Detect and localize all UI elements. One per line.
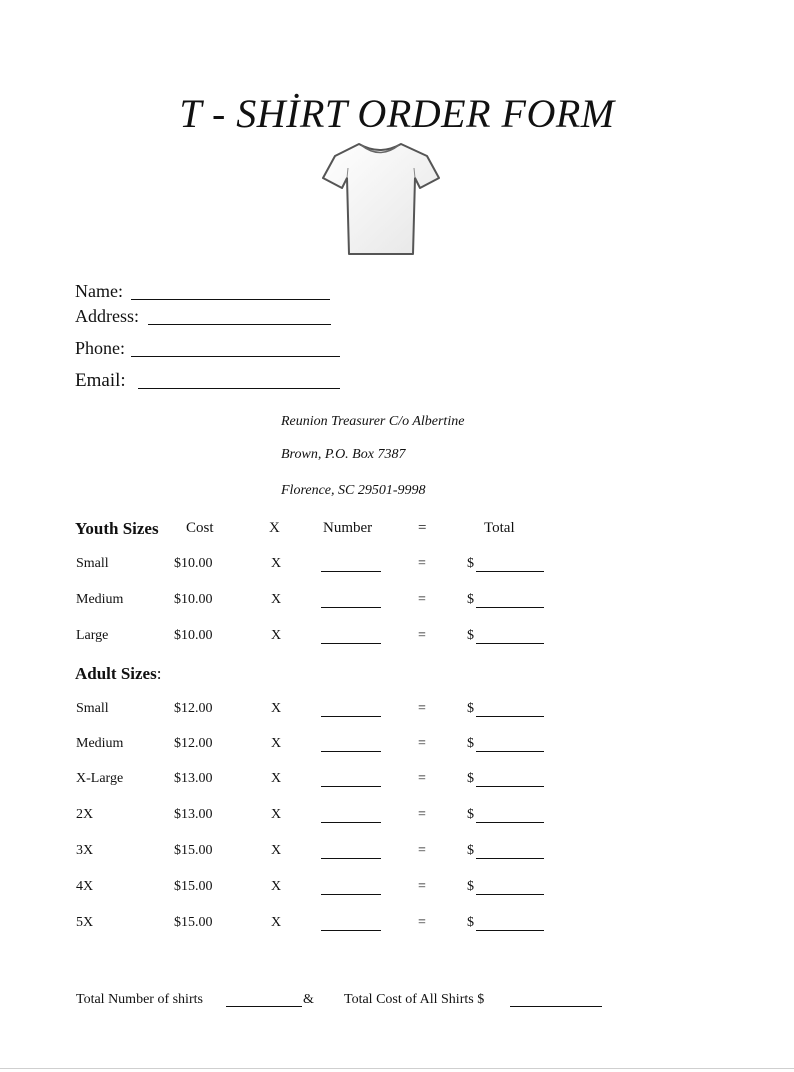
price: $15.00 (174, 879, 213, 894)
equals-header: = (418, 520, 427, 536)
dollar-sign: $ (467, 556, 474, 571)
total-cost-field[interactable] (510, 1006, 602, 1007)
page-title: T - SHİRT ORDER FORM (179, 91, 615, 136)
total-shirts-field[interactable] (226, 1006, 302, 1007)
dollar-sign: $ (467, 915, 474, 930)
times-sign: X (271, 879, 282, 894)
total-field[interactable] (476, 716, 544, 717)
total-field[interactable] (476, 571, 544, 572)
price: $10.00 (174, 556, 213, 571)
times-sign: X (271, 592, 282, 607)
adult-sizes-label: Adult Sizes (75, 664, 157, 683)
price: $15.00 (174, 843, 213, 858)
quantity-field[interactable] (321, 571, 381, 572)
quantity-field[interactable] (321, 643, 381, 644)
quantity-field[interactable] (321, 822, 381, 823)
size-label: Small (76, 701, 109, 716)
total-field[interactable] (476, 894, 544, 895)
quantity-field[interactable] (321, 930, 381, 931)
tshirt-icon (315, 138, 445, 265)
size-label: Small (76, 556, 109, 571)
total-field[interactable] (476, 786, 544, 787)
email-field[interactable] (138, 388, 340, 389)
total-header: Total (484, 520, 515, 536)
size-label: X-Large (76, 771, 124, 786)
dollar-sign: $ (467, 592, 474, 607)
total-shirts-label: Total Number of shirts (76, 992, 203, 1007)
price: $13.00 (174, 771, 213, 786)
price: $12.00 (174, 701, 213, 716)
price: $10.00 (174, 628, 213, 643)
equals-sign: = (418, 879, 426, 894)
size-label: 3X (76, 843, 94, 858)
times-sign: X (271, 843, 282, 858)
quantity-field[interactable] (321, 858, 381, 859)
times-sign: X (271, 807, 282, 822)
equals-sign: = (418, 736, 426, 751)
size-label: Medium (76, 736, 124, 751)
quantity-field[interactable] (321, 607, 381, 608)
equals-sign: = (418, 592, 426, 607)
total-field[interactable] (476, 822, 544, 823)
equals-sign: = (418, 701, 426, 716)
total-field[interactable] (476, 751, 544, 752)
quantity-field[interactable] (321, 751, 381, 752)
size-label: Medium (76, 592, 124, 607)
dollar-sign: $ (467, 628, 474, 643)
price: $12.00 (174, 736, 213, 751)
total-cost-label: Total Cost of All Shirts $ (344, 992, 485, 1007)
times-sign: X (271, 771, 282, 786)
size-label: 4X (76, 879, 94, 894)
adult-sizes-heading (75, 664, 161, 684)
dollar-sign: $ (467, 807, 474, 822)
times-sign: X (271, 556, 282, 571)
equals-sign: = (418, 771, 426, 786)
dollar-sign: $ (467, 736, 474, 751)
address-line-2: Brown, P.O. Box 7387 (281, 447, 406, 462)
quantity-field[interactable] (321, 786, 381, 787)
equals-sign: = (418, 556, 426, 571)
ampersand: & (303, 992, 314, 1007)
name-label: Name: (75, 281, 123, 301)
address-line-1: Reunion Treasurer C/o Albertine (281, 414, 465, 429)
times-sign: X (271, 915, 282, 930)
equals-sign: = (418, 843, 426, 858)
name-field[interactable] (131, 299, 330, 300)
quantity-field[interactable] (321, 894, 381, 895)
times-sign: X (271, 701, 282, 716)
quantity-field[interactable] (321, 716, 381, 717)
number-header: Number (323, 520, 373, 536)
adult-sizes-colon: : (156, 664, 162, 683)
size-label: 2X (76, 807, 94, 822)
equals-sign: = (418, 915, 426, 930)
equals-sign: = (418, 628, 426, 643)
dollar-sign: $ (467, 701, 474, 716)
address-label: Address: (75, 306, 139, 326)
size-label: 5X (76, 915, 94, 930)
cost-header: Cost (186, 520, 214, 536)
email-label: Email: (75, 370, 126, 391)
total-field[interactable] (476, 858, 544, 859)
phone-field[interactable] (131, 356, 340, 357)
times-header: X (269, 520, 280, 536)
equals-sign: = (418, 807, 426, 822)
total-field[interactable] (476, 607, 544, 608)
price: $10.00 (174, 592, 213, 607)
price: $15.00 (174, 915, 213, 930)
price: $13.00 (174, 807, 213, 822)
address-field[interactable] (148, 324, 331, 325)
total-field[interactable] (476, 930, 544, 931)
total-field[interactable] (476, 643, 544, 644)
address-line-3: Florence, SC 29501-9998 (281, 483, 426, 498)
page-bottom-edge (0, 1068, 794, 1069)
dollar-sign: $ (467, 843, 474, 858)
youth-sizes-heading: Youth Sizes (75, 519, 159, 538)
phone-label: Phone: (75, 338, 126, 358)
dollar-sign: $ (467, 879, 474, 894)
times-sign: X (271, 628, 282, 643)
times-sign: X (271, 736, 282, 751)
size-label: Large (76, 628, 109, 643)
dollar-sign: $ (467, 771, 474, 786)
